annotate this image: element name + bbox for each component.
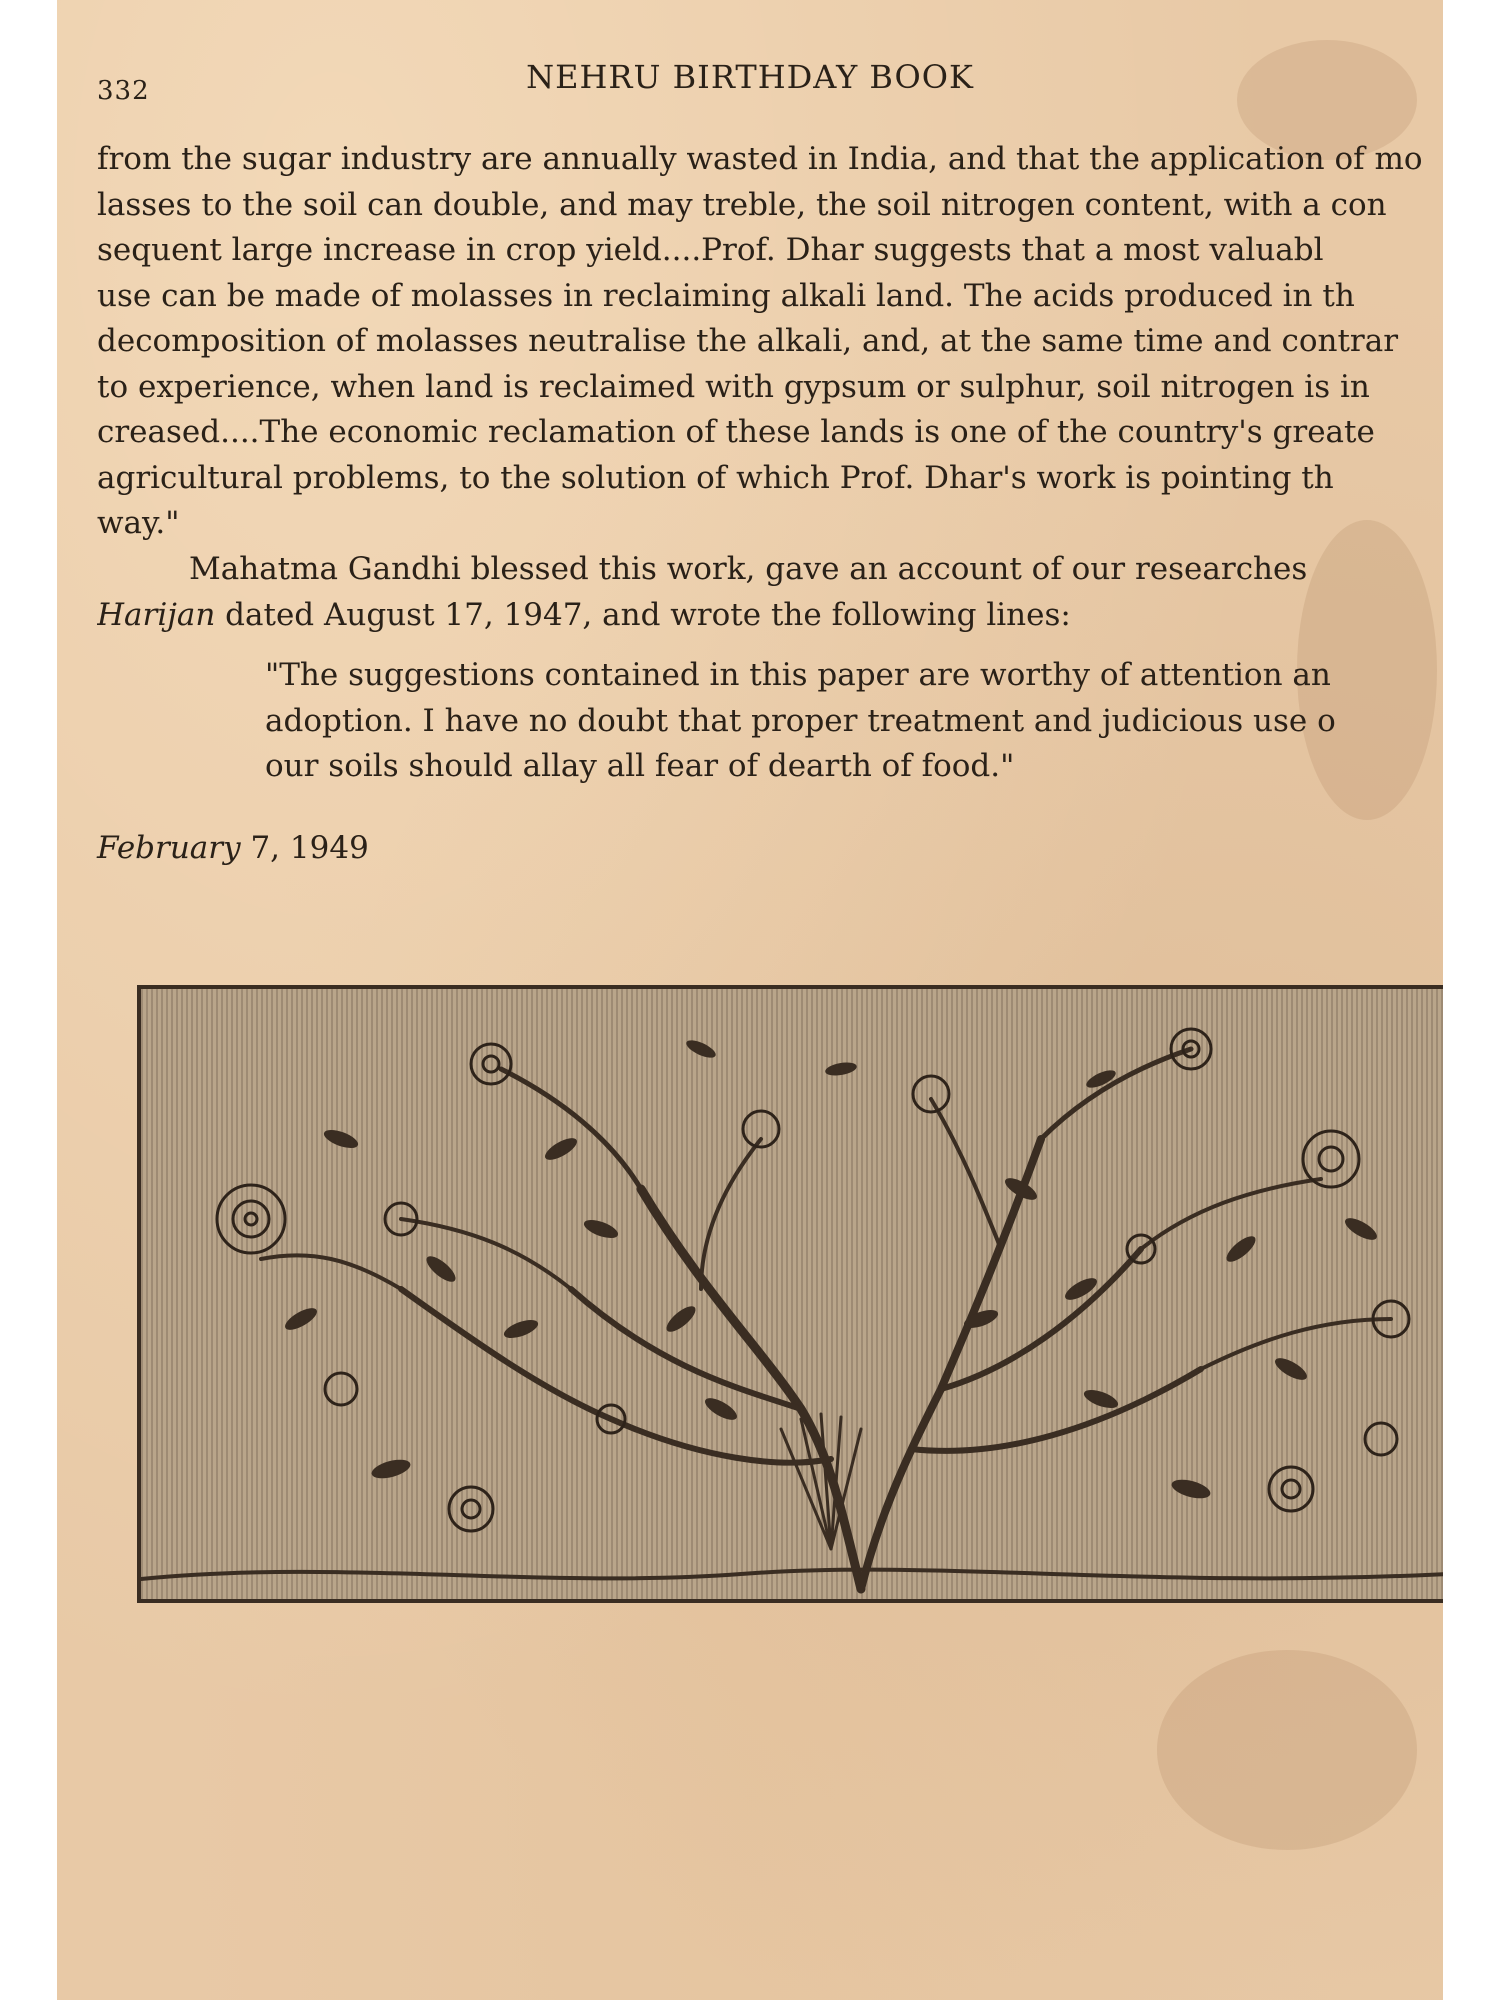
text-fragment: dated August 17, 1947, and wrote the following lines: (215, 596, 1071, 633)
date-rest: 7, 1949 (240, 830, 369, 866)
text-line: Mahatma Gandhi blessed this work, gave an account of our researches (189, 551, 1308, 587)
text-line: agricultural problems, to the solution of which Prof. Dhar's work is pointing th (97, 459, 1334, 496)
text-line: to experience, when land is reclaimed with gypsum or sulphur, soil nitrogen is in (97, 368, 1370, 405)
engraving-art (141, 989, 1443, 1599)
text-line: creased....The economic reclamation of these lands is one of the country's greate (97, 414, 1375, 450)
text-line: from the sugar industry are annually wasted in India, and that the application of mo (97, 141, 1423, 177)
text-line: sequent large increase in crop yield....Prof. Dhar suggests that a most valuabl (97, 232, 1324, 268)
text-line: use can be made of molasses in reclaiming alkali land. The acids produced in th (97, 277, 1355, 314)
text-line: decomposition of molasses neutralise the alkali, and, at the same time and contrar (97, 323, 1399, 359)
publication-name: Harijan (97, 596, 216, 633)
floral-tree-engraving-icon (137, 985, 1443, 1603)
running-title: NEHRU BIRTHDAY BOOK (526, 58, 974, 96)
page-number: 332 (97, 76, 150, 106)
quote-line: adoption. I have no doubt that proper treatment and judicious use o (265, 702, 1336, 739)
text-line (97, 593, 1443, 639)
text-line: lasses to the soil can double, and may treble, the soil nitrogen content, with a con (97, 186, 1387, 223)
paper-stain (1157, 1650, 1417, 1850)
quote-line: "The suggestions contained in this paper are worthy of attention an (265, 657, 1331, 693)
block-quote (97, 653, 1443, 790)
quote-line: our soils should allay all fear of dearth of food." (265, 748, 1015, 784)
text-line: way." (97, 505, 180, 541)
body-paragraph-2 (97, 547, 1443, 638)
book-page (57, 0, 1443, 2000)
body-paragraph-1 (97, 137, 1443, 547)
page-header (97, 58, 1403, 108)
date-month: February (97, 830, 241, 866)
dateline (97, 830, 369, 866)
